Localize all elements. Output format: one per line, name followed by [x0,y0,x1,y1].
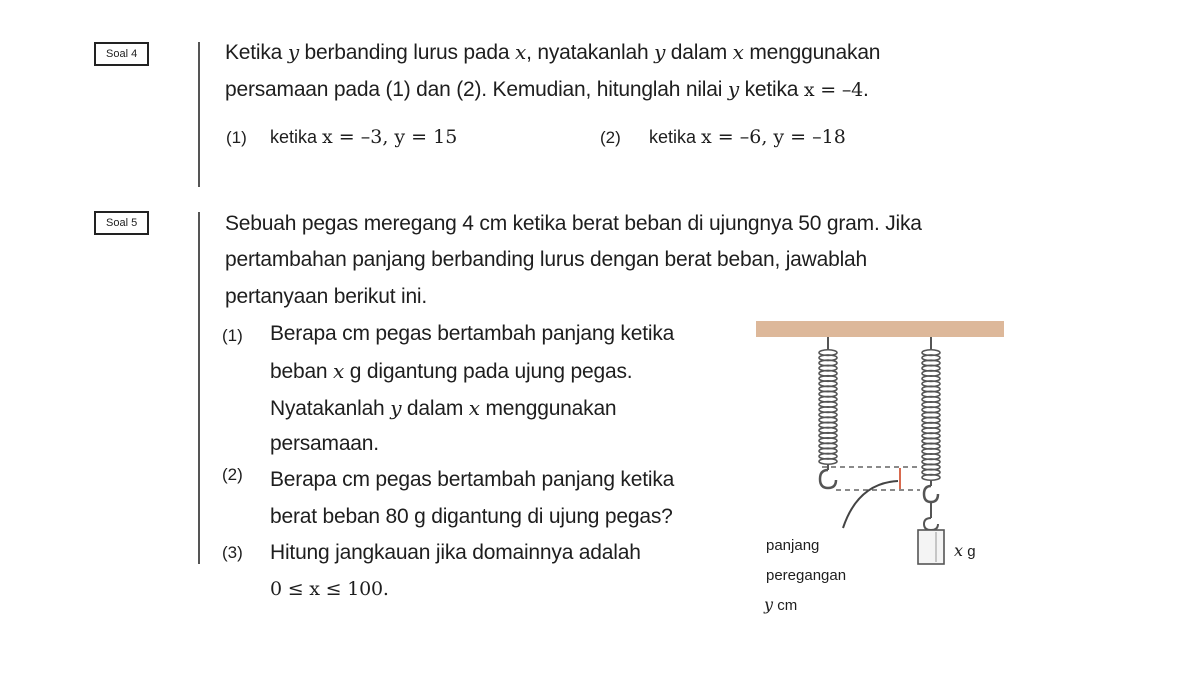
label-y-cm: y cm [764,595,798,614]
soal-5-question-3-line-1: Hitung jangkauan jika domainnya adalah [270,541,641,564]
right-spring-hook [924,486,938,502]
left-spring [819,337,837,470]
soal-5-divider [198,212,200,564]
soal-5-question-1-line-1: Berapa cm pegas bertambah panjang ketika [270,322,675,345]
soal-5-intro-line-1: Sebuah pegas meregang 4 cm ketika berat beban di ujungnya 50 gram. Jika [225,212,922,235]
soal-4-item-1-number: (1) [226,128,247,147]
soal-5-question-1-number: (1) [222,326,243,345]
soal-5-question-3-number: (3) [222,543,243,562]
soal-4-text-line-1: Ketika y berbanding lurus pada x, nyatakanlah y dalam x menggunakan [225,40,881,64]
soal-5-question-1-line-2: beban x g digantung pada ujung pegas. [270,359,633,383]
soal-4-badge-label: Soal 4 [106,48,138,60]
soal-5-badge-label: Soal 5 [106,217,138,229]
soal-5-intro-line-3: pertanyaan berikut ini. [225,285,428,308]
soal-5-question-2-line-1: Berapa cm pegas bertambah panjang ketika [270,468,675,491]
soal-4-divider [198,42,200,187]
soal-5-question-3-line-2: 0 ≤ x ≤ 100. [270,578,389,600]
label-weight-x-g: x g [954,541,976,560]
soal-5-question-2-number: (2) [222,465,243,484]
soal-4-text-line-2: persamaan pada (1) dan (2). Kemudian, hitunglah nilai y ketika x = –4. [225,77,869,101]
ceiling-bar [756,321,1004,337]
soal-5-intro-line-2: pertambahan panjang berbanding lurus dengan berat beban, jawablah [225,248,868,271]
label-peregangan: peregangan [766,567,847,584]
soal-5-question-1-line-4: persamaan. [270,432,379,455]
right-spring [922,337,940,486]
weight-hook [924,518,938,530]
soal-4-badge [94,42,149,66]
left-spring-hook [820,470,836,488]
soal-4-item-1: ketika x = –3, y = 15 [270,126,458,148]
soal-5-question-1-line-3: Nyatakanlah y dalam x menggunakan [270,396,617,420]
weight-block [918,530,944,564]
label-panjang: panjang [766,537,820,554]
soal-4-item-2: ketika x = –6, y = –18 [649,126,846,148]
spring-diagram [750,318,1010,568]
soal-5-badge [94,211,149,235]
soal-5-question-2-line-2: berat beban 80 g digantung di ujung pegas? [270,505,673,528]
pointer-curve [843,481,898,528]
soal-4-item-2-number: (2) [600,128,621,147]
